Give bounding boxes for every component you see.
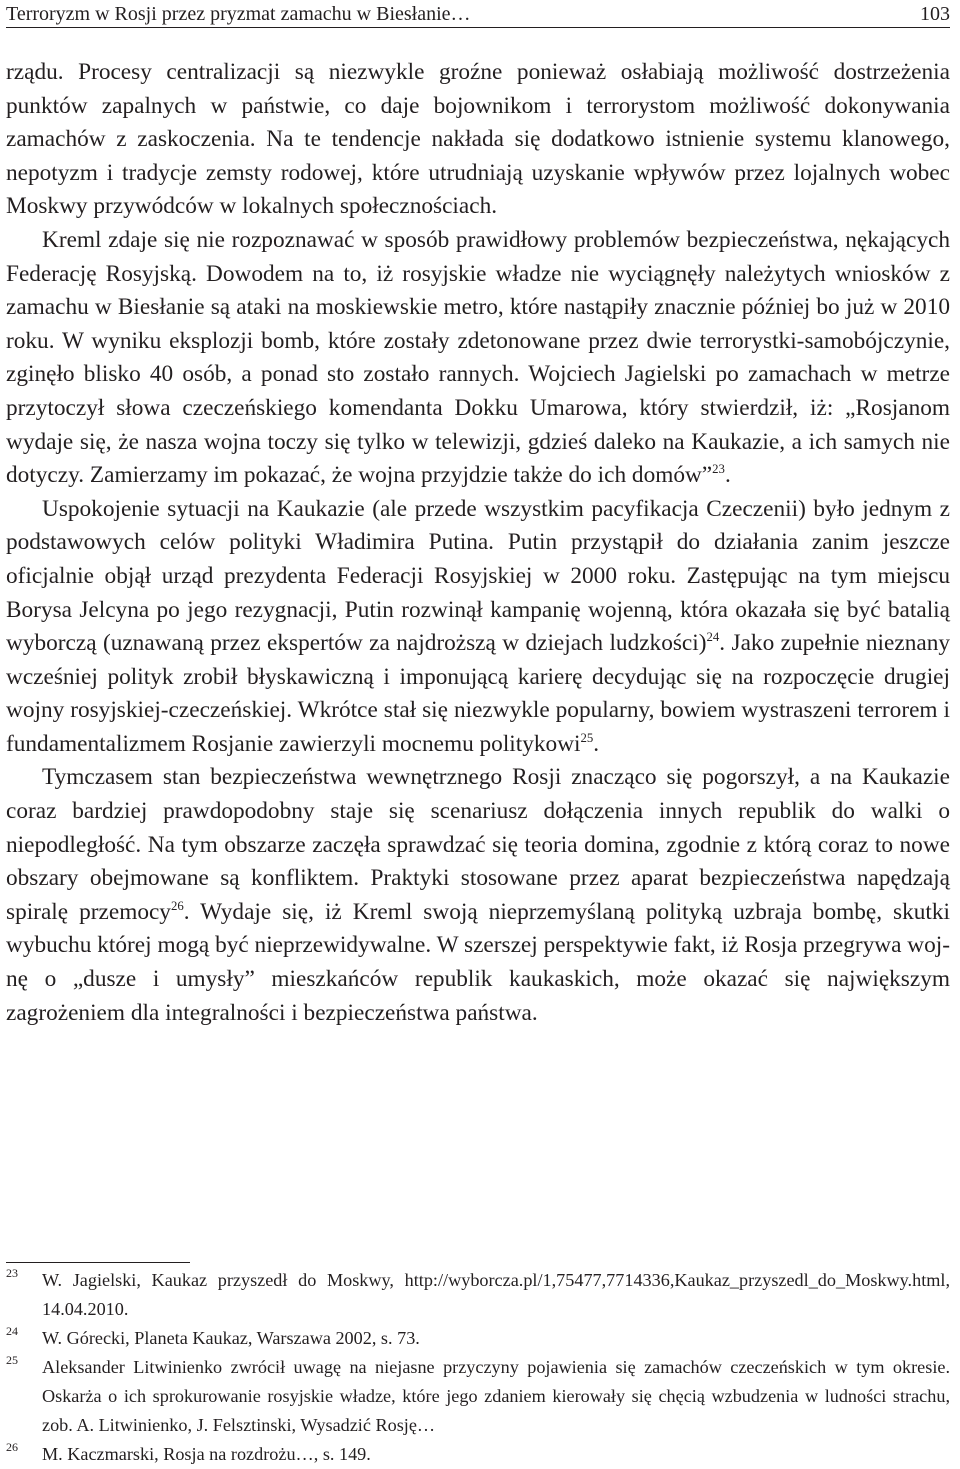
footnote-number: 24 bbox=[6, 1324, 18, 1338]
footnotes bbox=[6, 1266, 950, 1469]
footnote bbox=[6, 1324, 950, 1353]
footnote bbox=[6, 1353, 950, 1440]
paragraph-text: Uspokojenie sytuacji na Kaukazie (ale przede wszystkim pacyfikacja Czeczenii) było jednym z podstawowych celów polityki Władimira Putina. Putin przystąpił do działania zanim jeszcze oficjalnie objął urząd prezydenta Federacji Rosyjskiej w 2000 roku. Zastępując na tym miejscu Borysa Jelcyna po jego rezygnacji, Putin rozwinął kampanię wojenną, która okazała się być batalią wyborczą (uznawaną przez ekspertów za najdroższą w dziejach ludzkości) bbox=[6, 495, 950, 657]
running-header bbox=[6, 3, 950, 28]
footnote-number: 23 bbox=[6, 1266, 18, 1280]
paragraph-text: Kreml zdaje się nie rozpoznawać w sposób prawidłowy problemów bezpieczeństwa, nękających Federację Rosyjską. Dowodem na to, iż rosyjskie władze nie wyciągnęły należytych wniosków z zamachu w Biesłanie są ataki na moskiewskie metro, które nastąpiły znacznie później bo już w 2010 roku. W wyniku eksplozji bomb, które zostały zdetonowane przez dwie terrorystki-samobójczynie, zginęło blisko 40 osób, a ponad sto zostało rannych. Wojciech Jagielski po zamachach w metrze przytoczył słowa czeczeńskiego komendanta Dokku Umarowa, który stwierdził, iż: „Rosjanom wydaje się, że nasza wojna toczy się tylko w telewizji, gdzieś daleko na Kaukazie, a ich samych nie dotyczy. Zamierzamy im pokazać, że wojna przyjdzie także do ich domów” bbox=[6, 226, 950, 489]
footnote bbox=[6, 1440, 950, 1469]
body-text bbox=[6, 56, 950, 1030]
footnote-ref[interactable]: 24 bbox=[706, 630, 720, 645]
paragraph bbox=[6, 224, 950, 493]
footnote-text: Aleksander Litwinienko zwrócił uwagę na niejasne przyczyny pojawienia się zamachów czeczeńskich w tym okresie. Oskarża o ich sprokurowanie rosyjskie władze, które jego zdaniem kierowały się chęcią wzbudzenia w ludności strachu, zob. A. Litwinienko, J. Felsztinski, Wysadzić Rosję… bbox=[42, 1357, 950, 1435]
footnote-text: W. Jagielski, Kaukaz przyszedł do Moskwy, http://wyborcza.pl/1,75477,7714336,Kaukaz_przyszedl_do_Moskwy.html, 14.04.2010. bbox=[42, 1270, 950, 1319]
footnote-ref[interactable]: 23 bbox=[712, 462, 725, 477]
paragraph-text: . bbox=[724, 462, 731, 489]
footnote-number: 25 bbox=[6, 1353, 18, 1367]
footnote-number: 26 bbox=[6, 1440, 18, 1454]
paragraph-text: . Wydaje się, iż Kreml swoją nieprzemyślaną polityką uzbraja bombę, skutki wybuchu której mogą być nieprzewidywalne. W szerszej perspektywie fakt, iż Rosja przegrywa wojnę o „dusze i umysły” mieszkańców republik kaukaskich, może okazać się największym zagrożeniem dla integralności i bezpieczeństwa państwa. bbox=[6, 898, 950, 1026]
footnote-ref[interactable]: 26 bbox=[170, 899, 184, 914]
paragraph-text: . Jako zupełnie nieznany wcześniej polityk zrobił błyskawiczną i imponującą karierę decydując się na rozpoczęcie drugiej wojny rosyjskiej-czeczeńskiej. Wkrótce stał się niezwykle popularny, bowiem wystraszeni terrorem i fundamentalizmem Rosjanie zawierzyli mocnemu politykowi bbox=[6, 630, 950, 757]
paragraph-text: rządu. Procesy centralizacji są niezwykle groźne ponieważ osłabiają możliwość dostrzeżenia punktów zapalnych w państwie, co daje bojownikom i terrorystom możliwość dokonywania zamachów z zaskoczenia. Na te tendencje nakłada się dodatkowo istnienie systemu klanowego, nepotyzm i tradycje zemsty rodowej, które utrudniają uzyskanie wpływów przez lojalnych wobec Moskwy przywódców w lokalnych społecznościach. bbox=[6, 59, 950, 220]
footnote-separator bbox=[6, 1262, 190, 1263]
paragraph-text: Tymczasem stan bezpieczeństwa wewnętrznego Rosji znacząco się pogorszył, a na Kaukazie coraz bardziej prawdopodobny staje się scenariusz dołączenia innych republik do walki o niepodległość. Na tym obszarze zaczęła sprawdzać się teoria domina, zgodnie z którą coraz to nowe obszary obejmowane są konfliktem. Praktyki stosowane przez aparat bezpieczeństwa napędzają spiralę przemocy bbox=[6, 764, 950, 925]
paragraph bbox=[6, 761, 950, 1030]
paragraph-text: . bbox=[593, 730, 600, 757]
paragraph bbox=[6, 56, 950, 224]
footnote-text: W. Górecki, Planeta Kaukaz, Warszawa 2002, s. 73. bbox=[42, 1328, 420, 1348]
page-number: 103 bbox=[920, 3, 950, 25]
running-title: Terroryzm w Rosji przez pryzmat zamachu w Biesłanie… bbox=[6, 3, 471, 25]
footnote-text: M. Kaczmarski, Rosja na rozdrożu…, s. 149. bbox=[42, 1444, 371, 1464]
paragraph bbox=[6, 493, 950, 762]
footnote-ref[interactable]: 25 bbox=[580, 731, 594, 746]
footnote bbox=[6, 1266, 950, 1324]
